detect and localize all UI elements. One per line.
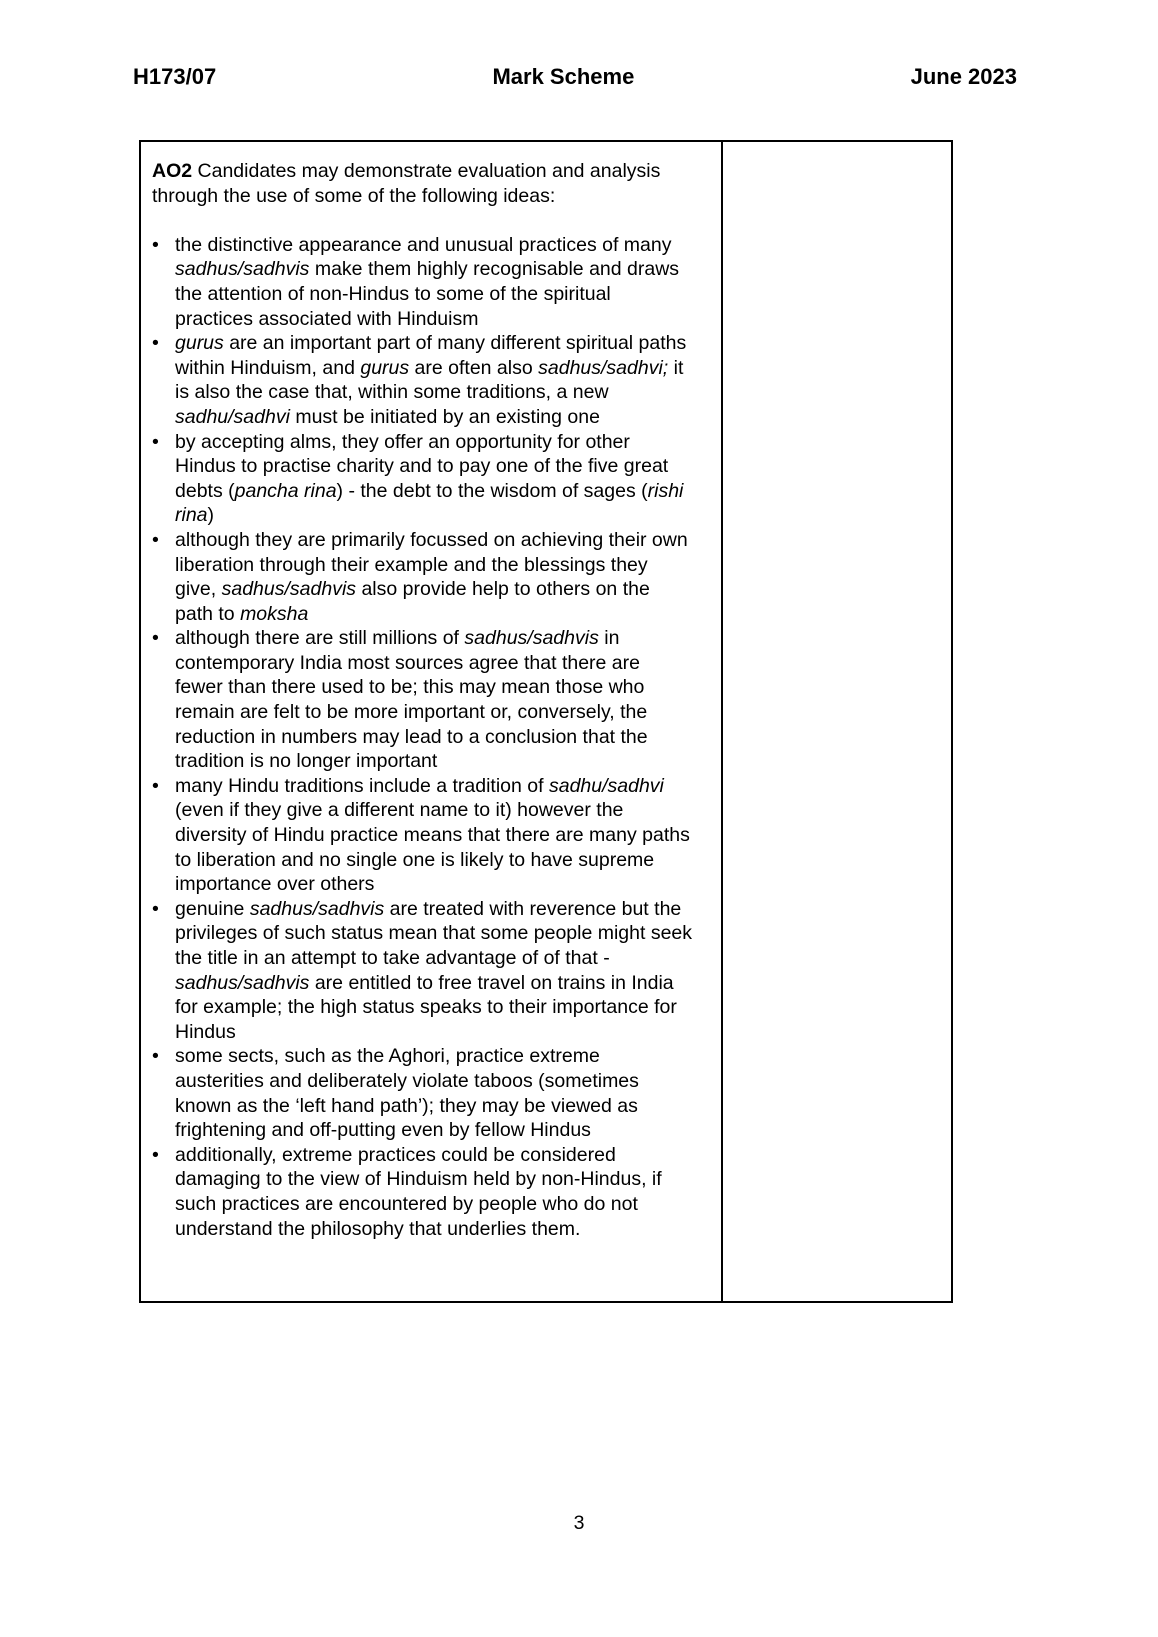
text-run: additionally, extreme practices could be considered damaging to the view of Hinduism held by non-Hindus, if such practices are encountered by people who do not understand the philosophy that underlies them. bbox=[175, 1143, 662, 1240]
text-run: are entitled to free travel on trains in India for example; the high status speaks to their importance for Hindus bbox=[175, 971, 677, 1043]
bullet-item bbox=[175, 233, 693, 331]
italic-term: gurus bbox=[175, 332, 224, 355]
italic-term: pancha rina bbox=[234, 479, 337, 502]
bullet-item bbox=[175, 430, 693, 528]
text-run: are treated with reverence but the privileges of such status mean that some people might seek the title in an attempt to take advantage of of that - bbox=[175, 897, 693, 969]
exam-session: June 2023 bbox=[910, 64, 1017, 89]
page-footer bbox=[0, 1512, 1158, 1535]
ao2-intro bbox=[152, 159, 693, 208]
italic-term: sadhus/sadhvis bbox=[175, 971, 310, 994]
text-run: some sects, such as the Aghori, practice extreme austerities and deliberately violate taboos (sometimes known as the ‘left hand path’); they may be viewed as frightening and off-putting even by fellow Hindus bbox=[175, 1045, 639, 1142]
text-run: are often also bbox=[409, 356, 539, 379]
text-run: ) bbox=[207, 504, 215, 527]
text-run: also provide help to others on the path to bbox=[175, 578, 650, 625]
text-run: (even if they give a different name to it) however the diversity of Hindu practice means that there are many paths to liberation and no single one is likely to have supreme importance over others bbox=[175, 799, 690, 896]
bullet-item bbox=[175, 774, 693, 897]
document-title: Mark Scheme bbox=[492, 64, 635, 89]
document-code: H173/07 bbox=[133, 64, 217, 89]
bullet-list bbox=[152, 233, 693, 1241]
italic-term: sadhus/sadhvis bbox=[175, 258, 310, 281]
text-run: although they are primarily focussed on achieving their own liberation through their example and the blessings they give, bbox=[175, 528, 688, 601]
bullet-item bbox=[175, 1143, 693, 1241]
text-run: ) - the debt to the wisdom of sages ( bbox=[336, 479, 648, 502]
marks-cell bbox=[723, 142, 951, 1301]
mark-scheme-table bbox=[139, 140, 953, 1303]
italic-term: sadhu/sadhvi bbox=[548, 774, 664, 797]
italic-term: sadhu/sadhvi bbox=[175, 405, 290, 428]
text-run: Candidates may demonstrate evaluation and analysis through the use of some of the following ideas: bbox=[152, 160, 661, 207]
italic-term: moksha bbox=[240, 602, 309, 625]
bold-label: AO2 bbox=[152, 160, 193, 182]
text-run: must be initiated by an existing one bbox=[289, 405, 600, 428]
text-run: it is also the case that, within some traditions, a new bbox=[175, 356, 684, 404]
italic-term: gurus bbox=[360, 356, 410, 379]
text-run: by accepting alms, they offer an opportunity for other Hindus to practise charity and to pay one of the five great debts ( bbox=[175, 430, 669, 502]
guidance-cell bbox=[141, 142, 723, 1301]
italic-term: sadhus/sadhvi; bbox=[538, 356, 669, 379]
italic-term: rishi rina bbox=[175, 479, 684, 527]
bullet-item bbox=[175, 1044, 693, 1142]
page-number: 3 bbox=[573, 1512, 585, 1534]
text-run: the distinctive appearance and unusual practices of many bbox=[175, 233, 672, 256]
bullet-item bbox=[175, 528, 693, 626]
italic-term: sadhus/sadhvis bbox=[249, 897, 385, 920]
page-header bbox=[133, 64, 1017, 90]
text-run: many Hindu traditions include a tradition of bbox=[175, 774, 549, 797]
italic-term: sadhus/sadhvis bbox=[221, 578, 357, 601]
bullet-item bbox=[175, 897, 693, 1045]
text-run: are an important part of many different spiritual paths within Hinduism, and bbox=[175, 332, 687, 379]
bullet-item bbox=[175, 626, 693, 774]
text-run: in contemporary India most sources agree that there are fewer than there used to be; this may mean those who remain are felt to be more important or, conversely, the reduction in numbers may lead to a conclusion that the tradition is no longer important bbox=[175, 627, 648, 773]
bullet-item bbox=[175, 331, 693, 429]
text-run: genuine bbox=[175, 897, 250, 920]
text-run: although there are still millions of bbox=[175, 627, 465, 650]
italic-term: sadhus/sadhvis bbox=[464, 627, 599, 650]
text-run: make them highly recognisable and draws the attention of non-Hindus to some of the spiritual practices associated with Hinduism bbox=[175, 258, 680, 330]
